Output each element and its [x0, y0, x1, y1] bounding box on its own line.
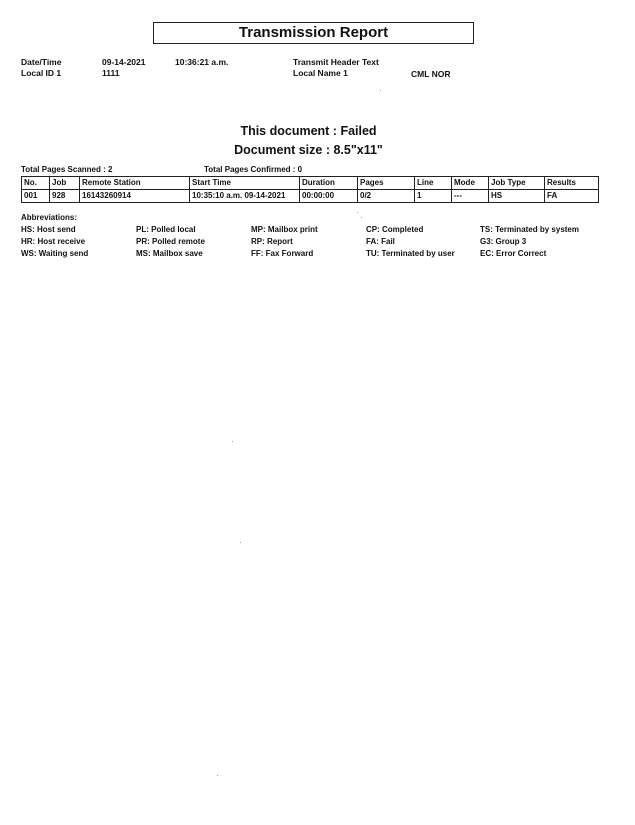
table-header-cell: Start Time [190, 177, 300, 190]
table-cell: 001 [22, 190, 50, 203]
abbreviation-item: MS: Mailbox save [136, 249, 203, 258]
datetime-label: Date/Time [21, 57, 62, 67]
abbreviations-title: Abbreviations: [21, 213, 78, 222]
transmit-header-text: Transmit Header Text [293, 57, 379, 67]
table-cell: HS [489, 190, 545, 203]
scan-speck [357, 212, 358, 213]
table-cell: 1 [415, 190, 452, 203]
abbreviation-item: G3: Group 3 [480, 237, 527, 246]
table-header-cell: Job Type [489, 177, 545, 190]
table-cell: 0/2 [358, 190, 415, 203]
abbreviation-item: TU: Terminated by user [366, 249, 455, 258]
abbreviation-item: WS: Waiting send [21, 249, 89, 258]
abbreviation-item: FF: Fax Forward [251, 249, 314, 258]
scan-speck [361, 217, 362, 218]
abbreviation-item: TS: Terminated by system [480, 225, 579, 234]
table-row [22, 190, 599, 203]
table-cell: --- [452, 190, 489, 203]
local-id-value: 1111 [102, 68, 120, 78]
cml-label: CML NOR [411, 69, 451, 79]
table-header-row [22, 177, 599, 190]
table-header-cell: Results [545, 177, 599, 190]
date-value: 09-14-2021 [102, 57, 146, 67]
table-header-cell: Job [50, 177, 80, 190]
scan-speck [217, 775, 218, 776]
time-value: 10:36:21 a.m. [175, 57, 229, 67]
table-cell: 10:35:10 a.m. 09-14-2021 [190, 190, 300, 203]
table-header-cell: Duration [300, 177, 358, 190]
scan-speck [232, 441, 233, 442]
abbreviation-item: FA: Fail [366, 237, 395, 246]
table-cell: 16143260914 [80, 190, 190, 203]
abbreviation-item: PL: Polled local [136, 225, 196, 234]
table-header-cell: Mode [452, 177, 489, 190]
document-size: Document size : 8.5"x11" [234, 143, 383, 157]
table-header-cell: Remote Station [80, 177, 190, 190]
abbreviation-item: MP: Mailbox print [251, 225, 318, 234]
table-cell: 00:00:00 [300, 190, 358, 203]
local-id-label: Local ID 1 [21, 68, 62, 78]
abbreviation-item: RP: Report [251, 237, 293, 246]
abbreviation-item: HS: Host send [21, 225, 76, 234]
total-pages-scanned: Total Pages Scanned : 2 [21, 165, 113, 174]
total-pages-confirmed: Total Pages Confirmed : 0 [204, 165, 303, 174]
scan-speck [380, 90, 381, 91]
table-header-cell: Pages [358, 177, 415, 190]
table-cell: 928 [50, 190, 80, 203]
abbreviation-item: HR: Host receive [21, 237, 86, 246]
table-cell: FA [545, 190, 599, 203]
table-header-cell: Line [415, 177, 452, 190]
report-title: Transmission Report [153, 22, 474, 44]
abbreviation-item: CP: Completed [366, 225, 424, 234]
document-status: This document : Failed [240, 124, 377, 138]
local-name: Local Name 1 [293, 68, 348, 78]
abbreviation-item: EC: Error Correct [480, 249, 547, 258]
table-header-cell: No. [22, 177, 50, 190]
abbreviation-item: PR: Polled remote [136, 237, 205, 246]
job-table [21, 176, 599, 203]
scan-speck [240, 542, 241, 543]
